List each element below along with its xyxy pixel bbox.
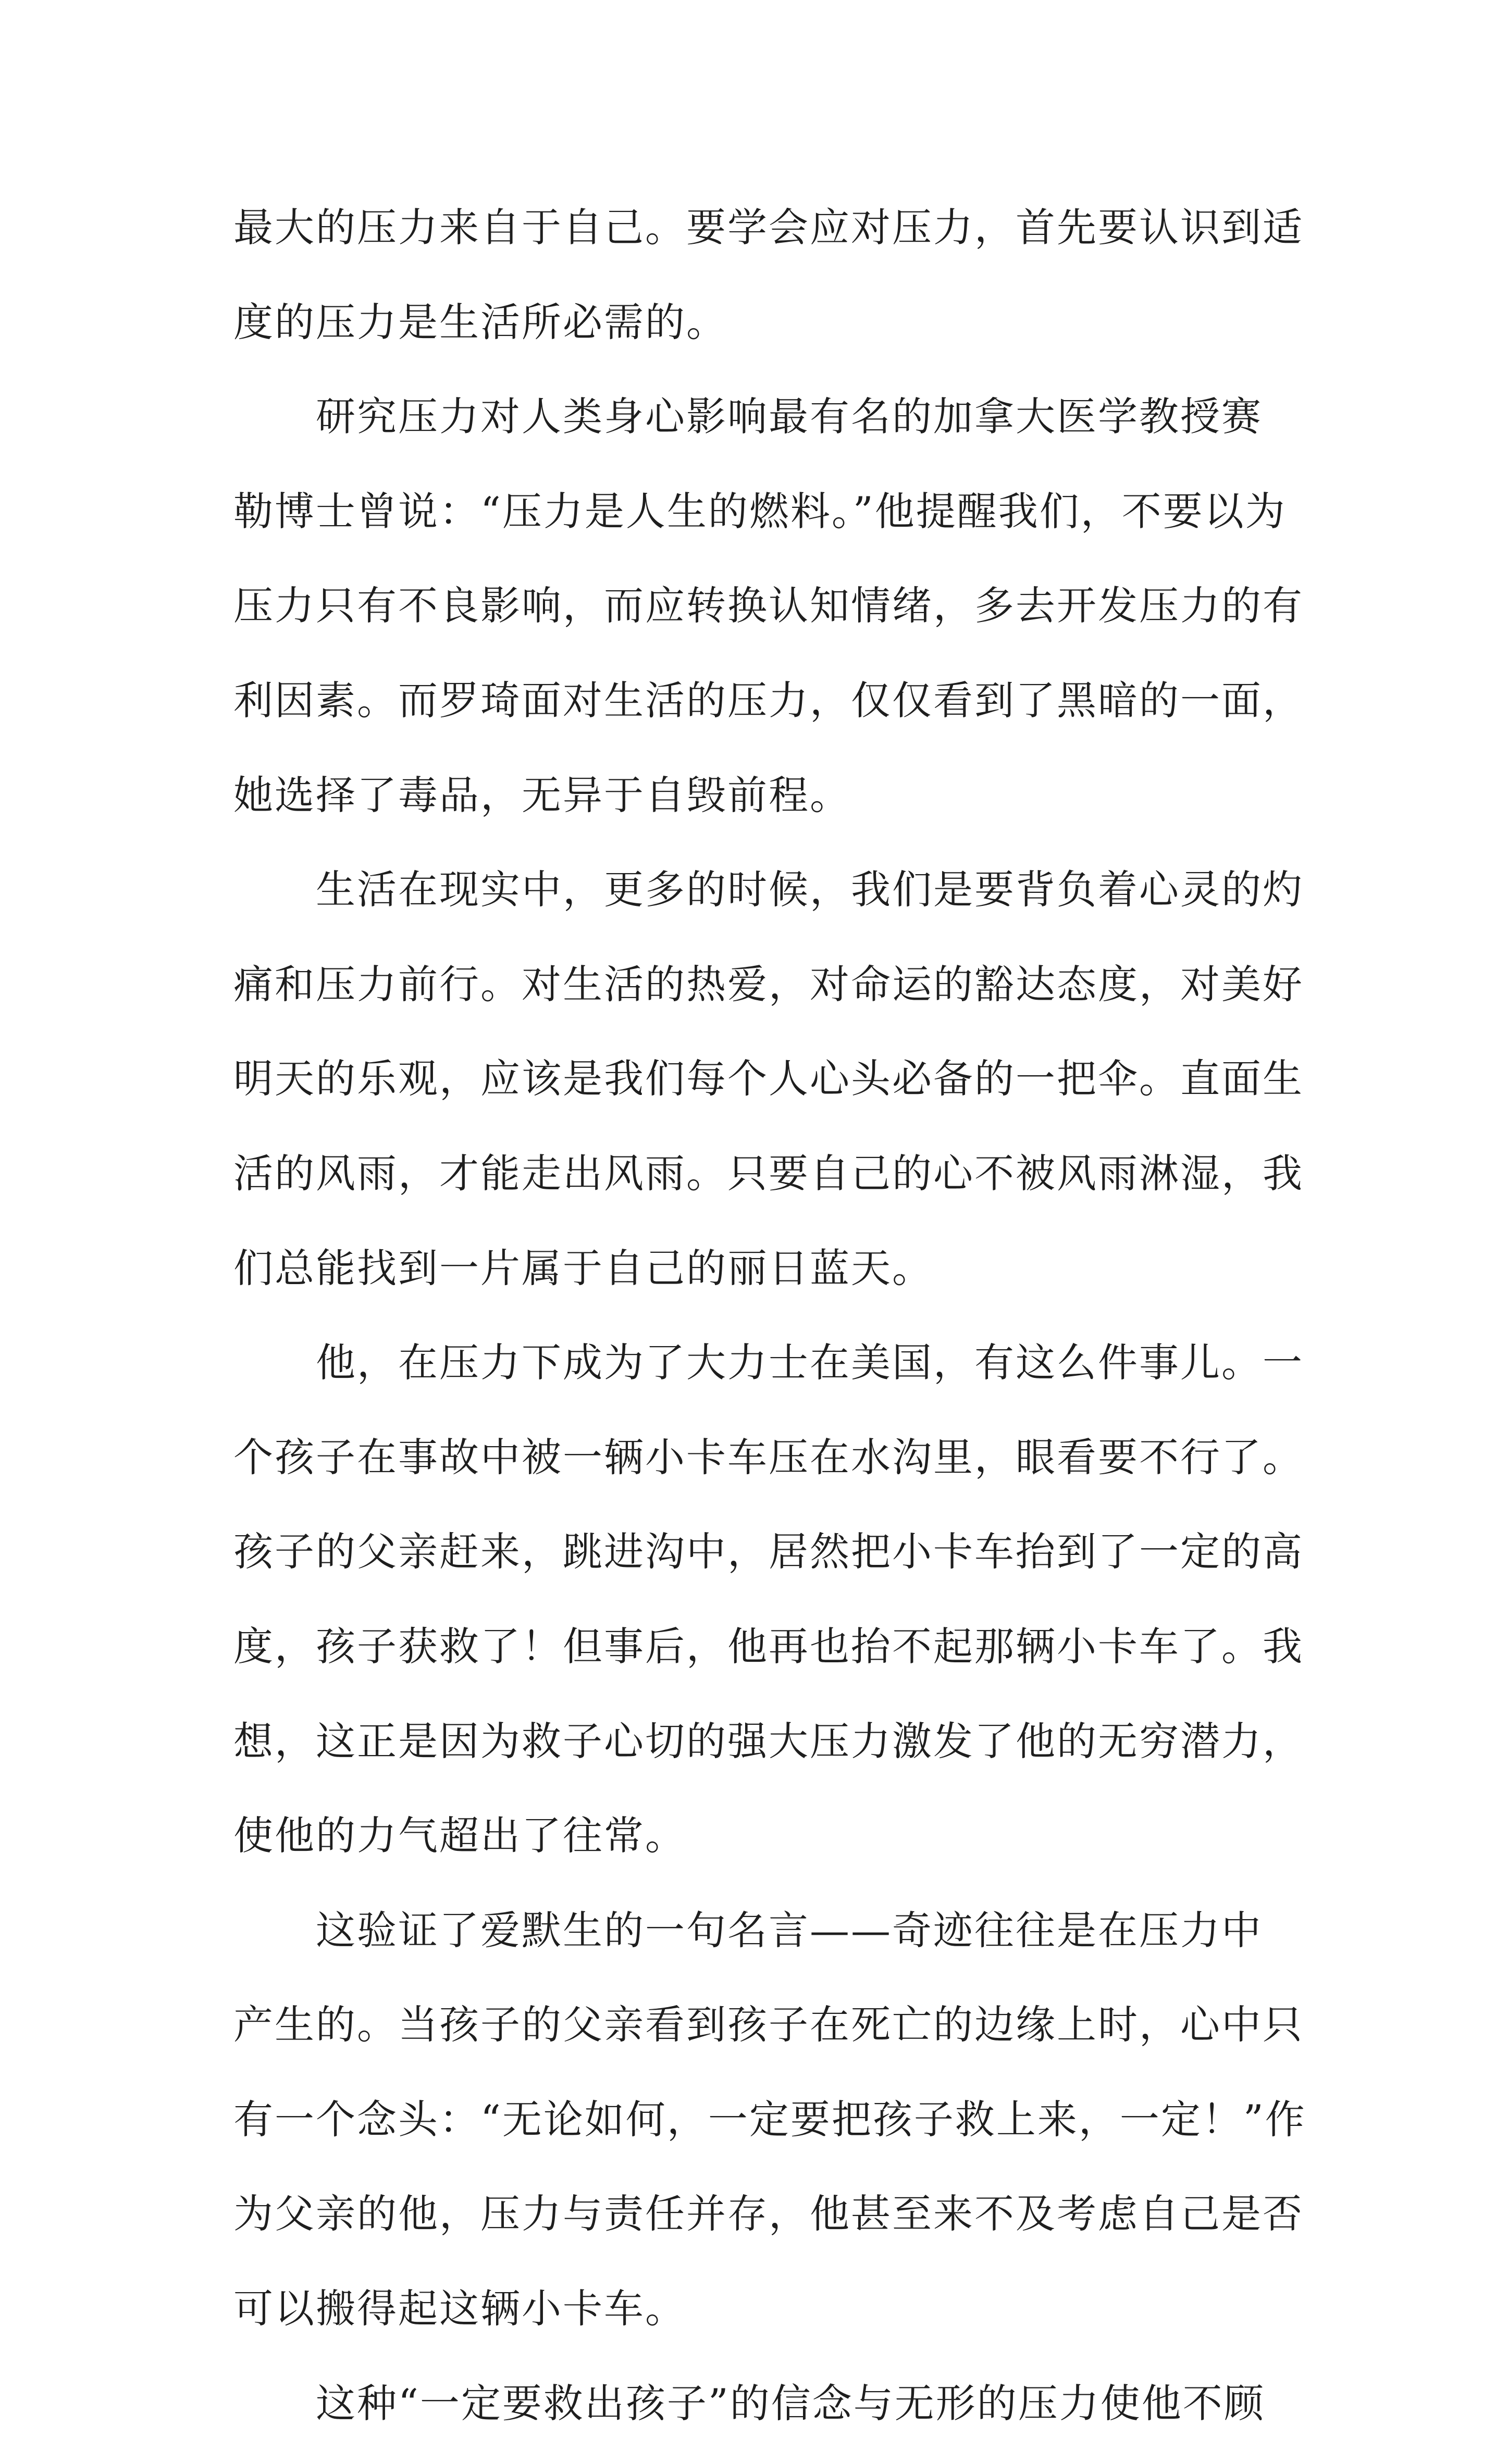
text-line: 研究压力对人类身心影响最有名的加拿大医学教授赛 [316, 393, 1263, 440]
text-line: 产生的。当孩子的父亲看到孩子在死亡的边缘上时，心中只 [233, 2001, 1304, 2048]
text-line: 度的压力是生活所必需的。 [233, 298, 727, 345]
text-line: 痛和压力前行。对生活的热爱，对命运的豁达态度，对美好 [233, 961, 1304, 1007]
text-line: 压力只有不良影响，而应转换认知情绪，多去开发压力的有 [233, 582, 1304, 629]
text-line: 度，孩子获救了！但事后，他再也抬不起那辆小卡车了。我 [233, 1623, 1304, 1670]
text-line: 他，在压力下成为了大力士在美国，有这么件事儿。一 [316, 1339, 1304, 1386]
text-line: 孩子的父亲赶来，跳进沟中，居然把小卡车抬到了一定的高 [233, 1528, 1304, 1575]
text-line: 勒博士曾说：“压力是人生的燃料。”他提醒我们，不要以为 [233, 488, 1287, 534]
text-line: 利因素。而罗琦面对生活的压力，仅仅看到了黑暗的一面， [233, 677, 1304, 724]
text-line: 有一个念头：“无论如何，一定要把孩子救上来，一定！”作 [233, 2096, 1306, 2143]
text-line: 最大的压力来自于自己。要学会应对压力，首先要认识到适 [233, 204, 1304, 251]
text-line: 个孩子在事故中被一辆小卡车压在水沟里，眼看要不行了。 [233, 1434, 1304, 1480]
text-line: 想，这正是因为救子心切的强大压力激发了他的无穷潜力， [233, 1718, 1304, 1764]
text-line: 明天的乐观，应该是我们每个人心头必备的一把伞。直面生 [233, 1055, 1304, 1102]
text-line: 为父亲的他，压力与责任并存，他甚至来不及考虑自己是否 [233, 2191, 1304, 2237]
text-line: 可以搬得起这辆小卡车。 [233, 2285, 686, 2332]
text-line: 活的风雨，才能走出风雨。只要自己的心不被风雨淋湿，我 [233, 1150, 1304, 1197]
text-line: 使他的力气超出了往常。 [233, 1812, 686, 1859]
text-line: 这验证了爱默生的一句名言——奇迹往往是在压力中 [316, 1907, 1263, 1953]
text-line: 们总能找到一片属于自己的丽日蓝天。 [233, 1245, 933, 1291]
text-line: 她选择了毒品，无异于自毁前程。 [233, 771, 851, 818]
body-text [233, 194, 1306, 2464]
text-line: 这种“一定要救出孩子”的信念与无形的压力使他不顾 [316, 2380, 1265, 2426]
text-line: 生活在现实中，更多的时候，我们是要背负着心灵的灼 [316, 866, 1304, 913]
